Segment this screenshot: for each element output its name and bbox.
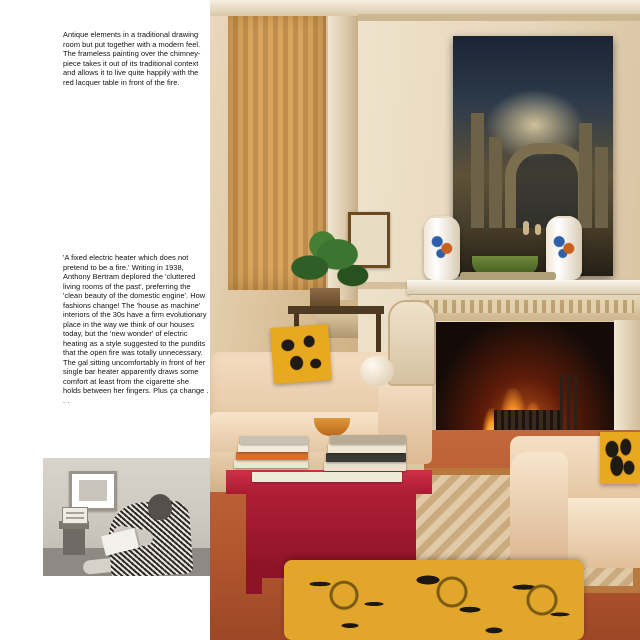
caption-top: Antique elements in a traditional drawing room but put together with a modern feel. The frameless painting over the chimney-piece takes it out of its traditional context and allows it to live quite happily with the red lacquer table in front of the fire. — [63, 30, 201, 87]
painting-figure — [523, 221, 529, 235]
vase-lid — [432, 216, 452, 218]
houseplant-foliage — [284, 228, 370, 294]
cornice-moulding — [358, 14, 640, 21]
interior-photo — [210, 0, 640, 640]
decorative-ball — [360, 356, 394, 386]
chinese-vase-left — [424, 216, 460, 280]
painting-column — [595, 147, 608, 233]
painting-column — [471, 113, 484, 233]
armchair-back — [388, 300, 436, 386]
archive-photo-bw — [43, 458, 210, 576]
mantel-frieze-ornament — [416, 300, 634, 313]
magazine — [326, 453, 406, 462]
mantel-tray — [460, 272, 556, 280]
magazine — [236, 452, 308, 460]
landscape-painting — [453, 36, 613, 276]
bw-electric-heater — [62, 507, 88, 524]
leopard-cushion-right — [600, 432, 640, 484]
ottoman-pattern-rings — [284, 560, 584, 640]
painting-column — [579, 123, 592, 233]
bw-figure-head — [148, 494, 172, 520]
console-table-top — [288, 306, 384, 314]
painting-figure — [535, 224, 541, 235]
painting-arch — [505, 143, 589, 228]
front-sofa-arm — [510, 452, 568, 562]
cushion-pattern — [274, 328, 327, 379]
magazine-stacks — [232, 432, 418, 490]
table-leg — [246, 560, 262, 594]
cushion-pattern — [604, 436, 636, 480]
magazine — [252, 472, 402, 482]
magazine — [328, 444, 406, 453]
magazine — [234, 460, 308, 468]
vase-lid — [554, 216, 574, 218]
caption-middle: 'A fixed electric heater which does not pretend to be a fire.' Writing in 1938, Anthony Bertram deplored the 'cluttered living rooms of the past', preferring the 'clean beauty of the domestic engine'. How fashions change! The 'house as machine' interiors of the 30s have a firm evolutionary place in the way we think of our houses today, but the 'new wonder' of electric heating as a style suggested to the pundits that the open fire was totally unnecessary. The gal sitting uncomfortably in front of her single bar heater apparently draws some comfort at least from the cigarette she holds between her fingers. Plus ça change . . . — [63, 253, 209, 405]
left-text-column — [0, 0, 210, 640]
painting-column — [489, 137, 502, 233]
leopard-cushion-left — [270, 324, 332, 384]
leopard-print-ottoman — [284, 560, 584, 640]
mantel-shelf — [407, 280, 640, 294]
magazine — [330, 435, 406, 444]
bw-wall-picture — [69, 471, 117, 511]
chinese-vase-right — [546, 216, 582, 280]
magazine — [238, 444, 308, 452]
magazine — [324, 462, 406, 471]
magazine — [240, 436, 308, 444]
